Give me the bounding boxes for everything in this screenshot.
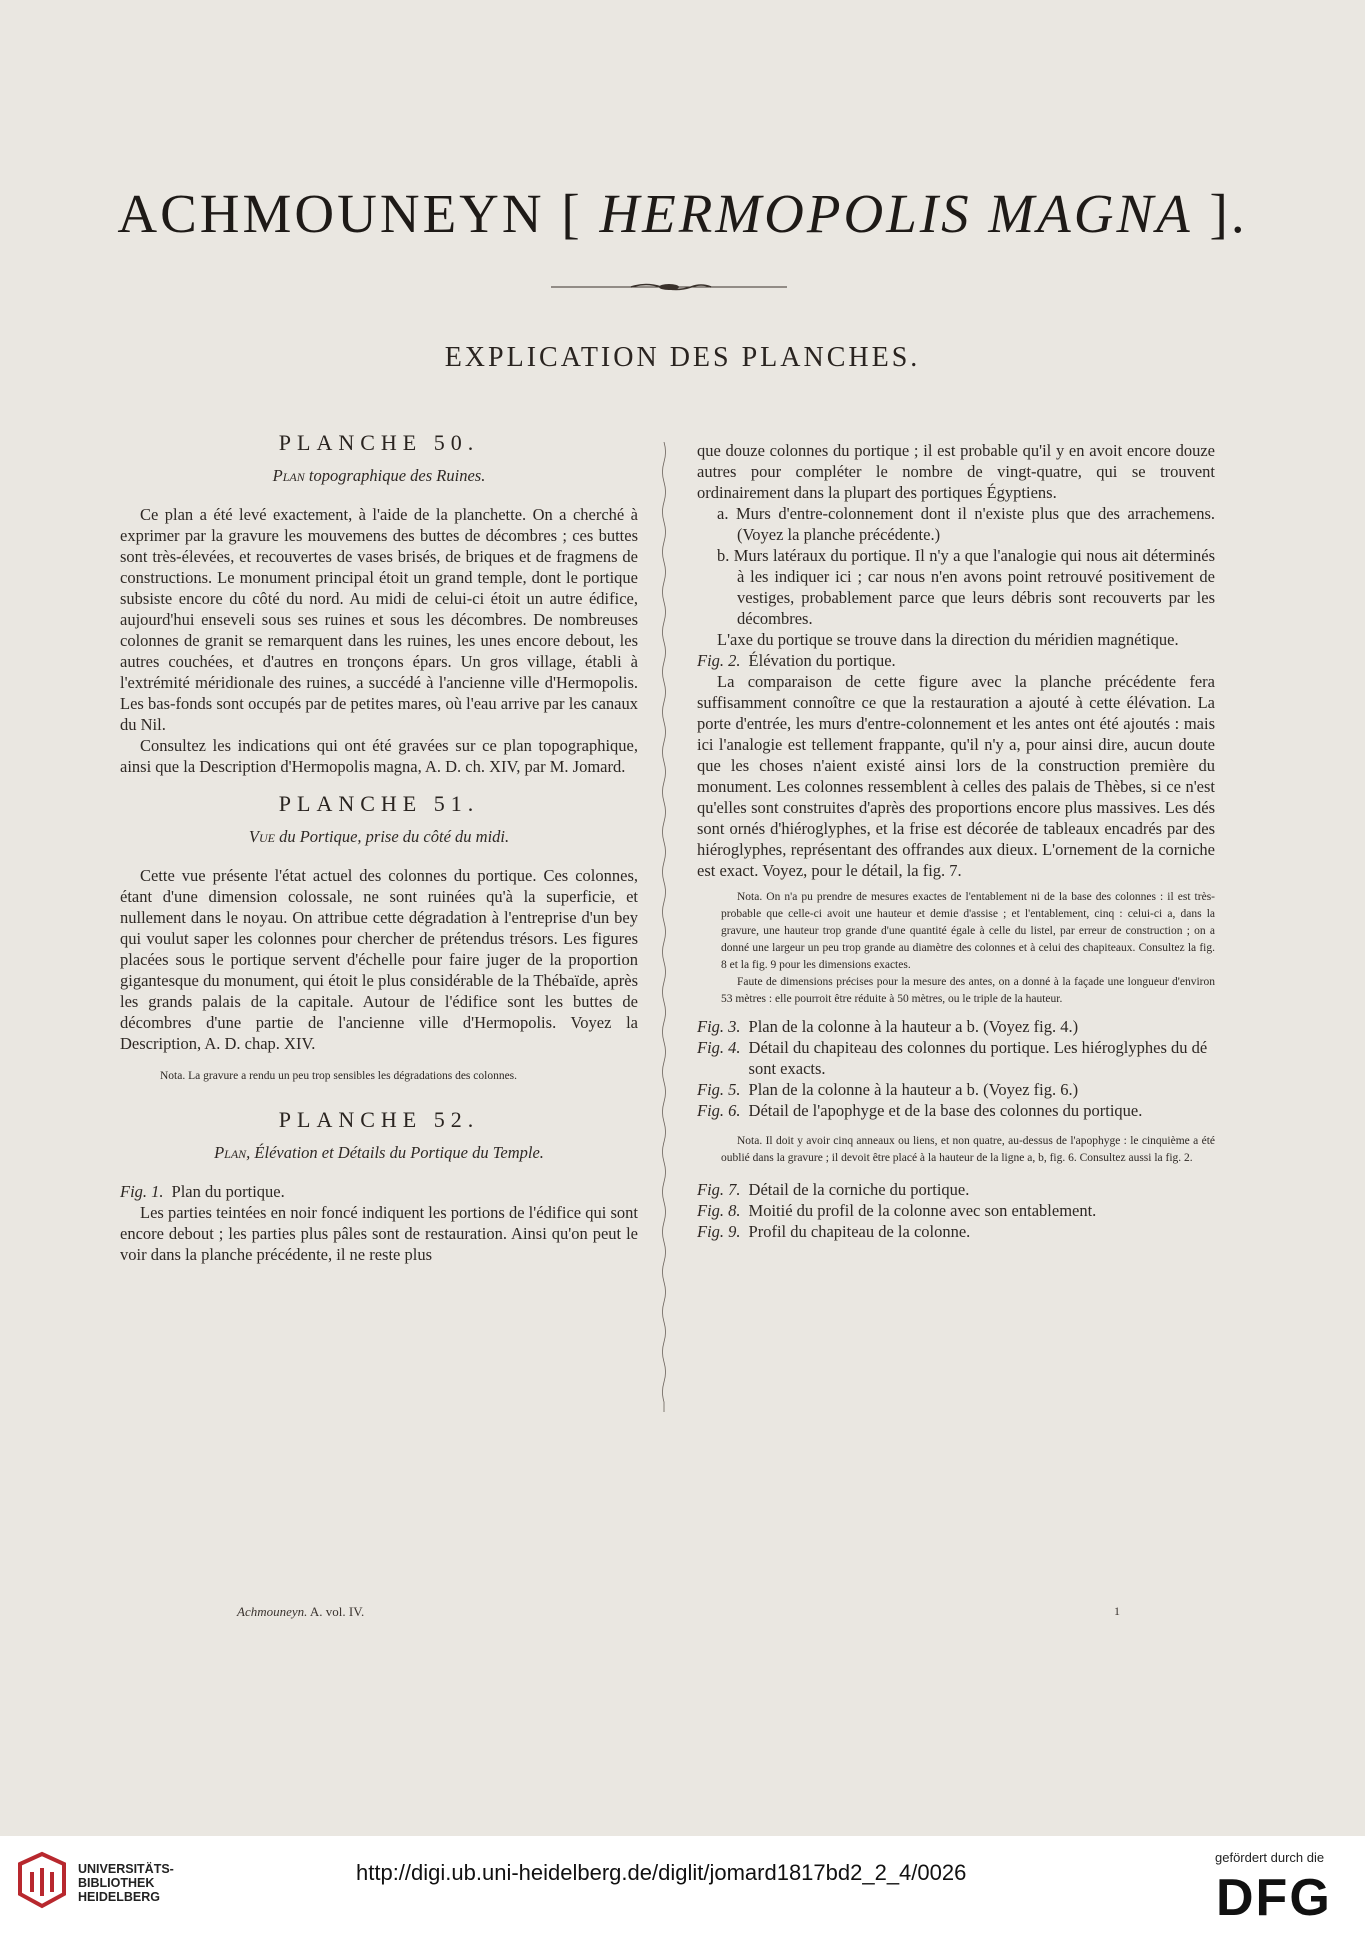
fig-8-line: Fig. 8. Moitié du profil de la colonne avec son entablement.: [697, 1201, 1097, 1220]
figures-7-9: [697, 1179, 1215, 1242]
title-ornament: [551, 282, 787, 292]
title-italic: HERMOPOLIS MAGNA: [599, 183, 1193, 244]
planche-50-text: Ce plan a été levé exactement, à l'aide de la planchette. On a cherché à exprimer par la gravure les mouvemens des buttes de décombres ; ces buttes sont très-élevées, et recouvertes de vases brisés, de briques et de fragmens de constructions. Le monument principal étoit un grand temple, dont le portique subsiste encore du côté du nord. Au midi de celui-ci étoit un autre édifice, aujourd'hui enseveli sous ses ruines et sous les décombres. De nombreuses colonnes de granit se remarquent dans les ruines, les unes encore debout, les autres couchées, et d'autres en tronçons épars. Un gros village, établi à l'extrémité méridionale des ruines, a succédé à l'ancienne ville d'Hermopolis. Les bas-fonds sont occupés par de petites mares, où l'eau arrive par les canaux du Nil.: [120, 505, 638, 734]
fig-6-line: Fig. 6. Détail de l'apophyge et de la base des colonnes du portique.: [697, 1101, 1143, 1120]
figures-3-6: [697, 1016, 1215, 1121]
fig-5-line: Fig. 5. Plan de la colonne à la hauteur a b. (Voyez fig. 6.): [697, 1080, 1079, 1099]
title-end: ].: [1209, 183, 1248, 244]
fig-7-line: Fig. 7. Détail de la corniche du portique.: [697, 1180, 970, 1199]
right-column: [697, 440, 1215, 1242]
planche-52-heading: PLANCHE 52.: [278, 1107, 480, 1132]
item-a: a. Murs d'entre-colonnement dont il n'existe plus que des arrachemens. (Voyez la planche précédente.): [717, 504, 1215, 544]
page-number: 1: [1114, 1604, 1120, 1618]
planche-52-text: Les parties teintées en noir foncé indiquent les portions de l'édifice qui sont encore debout ; les parties plus pâles sont de restauration. Ainsi qu'on peut le voir dans la planche précédente, il ne reste plus: [120, 1203, 638, 1264]
page-subtitle: EXPLICATION DES PLANCHES.: [444, 342, 921, 373]
column-separator: [661, 442, 667, 1412]
library-logo-icon: [14, 1850, 70, 1910]
footer-volume: Achmouneyn. A. vol. IV.: [237, 1604, 365, 1619]
planche-50-consultez: Consultez les indications qui ont été gravées sur ce plan topographique, ainsi que la Description d'Hermopolis magna, A. D. ch. XIV, par M. Jomard.: [120, 736, 638, 776]
item-b: b. Murs latéraux du portique. Il n'y a que l'analogie qui nous ait déterminés à les indiquer ici ; car nous n'en avons point retrouvé positivement de vestiges, probablement parce que leurs débris sont recouverts par les décombres.: [717, 546, 1215, 628]
funded-by-label: gefördert durch die: [1215, 1850, 1325, 1865]
fig-1-line: Fig. 1. Plan du portique.: [120, 1182, 285, 1201]
page-title: [0, 182, 1365, 245]
fig-3-line: Fig. 3. Plan de la colonne à la hauteur a b. (Voyez fig. 4.): [697, 1017, 1079, 1036]
nota-1: Nota. On n'a pu prendre de mesures exactes de l'entablement ni de la base des colonnes : il est très-probable que celle-ci avoit une hauteur et demie d'assise ; et l'entablement, cinq : celui-ci a, dans la gravure, une hauteur trop grande d'une quantité égale à celle du listel, par erreur de construction ; on a donné une largeur un peu trop grande au diamètre des colonnes et à celui des chapiteaux. Consultez la fig. 8 et la fig. 9 pour les dimensions exactes. Faute de dimensions précises pour la mesure des antes, on a donné à la façade une longueur d'environ 53 mètres : elle pourroit être réduite à 50 mètres, ou le triple de la hauteur.: [721, 891, 1215, 1005]
axe-text: L'axe du portique se trouve dans la direction du méridien magnétique.: [717, 630, 1179, 649]
dfg-logo: DFG: [1216, 1869, 1332, 1927]
fig-9-line: Fig. 9. Profil du chapiteau de la colonne.: [697, 1222, 971, 1241]
fig-2-line: Fig. 2. Élévation du portique.: [697, 651, 896, 670]
fig-4-line: Fig. 4. Détail du chapiteau des colonnes du portique. Les hiéroglyphes du dé sont exacts.: [697, 1038, 1208, 1078]
fig-2-text: La comparaison de cette figure avec la planche précédente fera suffisamment connoître ce que la restauration a ajouté à cette élévation. La porte d'entrée, les murs d'entre-colonnement et les antes ont été ajoutés : mais ici l'analogie est tellement frappante, qu'il n'y a, pour ainsi dire, aucun doute que les choses n'aient existé ainsi lors de la construction première du monument. Les colonnes ressemblent à celles des palais de Thèbes, si ce n'est qu'elles sont construites d'après des proportions encore plus massives. Les dés sont ornés d'hiéroglyphes, et la frise est décorée de tableaux encadrés par des hiéroglyphes, représentant des offrandes aux dieux. L'ornement de la corniche est exact. Voyez, pour le détail, la fig. 7.: [697, 672, 1215, 880]
planche-50-subtitle: Plan topographique des Ruines.: [272, 466, 486, 485]
planche-51-nota: Nota. La gravure a rendu un peu trop sensibles les dégradations des colonnes.: [160, 1070, 518, 1082]
library-name: UNIVERSITÄTS- BIBLIOTHEK HEIDELBERG: [78, 1862, 174, 1904]
nota-3: Nota. Il doit y avoir cinq anneaux ou liens, et non quatre, au-dessus de l'apophyge : le cinquième a été oublié dans la gravure ; il devoit être placé à la hauteur de la ligne a, b, fig. 6. Consultez aussi la fig. 2.: [721, 1135, 1215, 1164]
source-url-link[interactable]: http://digi.ub.uni-heidelberg.de/diglit/jomard1817bd2_2_4/0026: [356, 1860, 967, 1885]
left-column: [120, 432, 638, 1265]
right-intro-text: que douze colonnes du portique ; il est probable qu'il y en avoit encore douze autres pour compléter le nombre de vingt-quatre, qui se trouvent ordinairement dans la plupart des portiques Égyptiens.: [697, 441, 1215, 502]
planche-51-text: Cette vue présente l'état actuel des colonnes du portique. Ces colonnes, étant d'une dimension colossale, ne sont ruinées qu'à la superficie, et nullement dans le noyau. On attribue cette dégradation à l'entreprise d'un bey qui voulut saper les colonnes pour chercher de prétendus trésors. Les figures placées sous le portique servent d'échelle pour faire juger de la proportion gigantesque du monument, qui étoit le plus considérable de la Thébaïde, après les grands palais de la capitale. Autour de l'édifice sont les buttes de décombres d'une partie de l'ancienne ville d'Hermopolis. Voyez la Description, A. D. chap. XIV.: [120, 866, 638, 1053]
planche-52-subtitle: Plan, Élévation et Détails du Portique du Temple.: [214, 1143, 544, 1162]
title-main: ACHMOUNEYN [: [117, 183, 583, 244]
planche-51-subtitle: Vue du Portique, prise du côté du midi.: [248, 827, 510, 846]
planche-51-heading: PLANCHE 51.: [278, 791, 480, 816]
planche-50-heading: PLANCHE 50.: [278, 430, 480, 455]
